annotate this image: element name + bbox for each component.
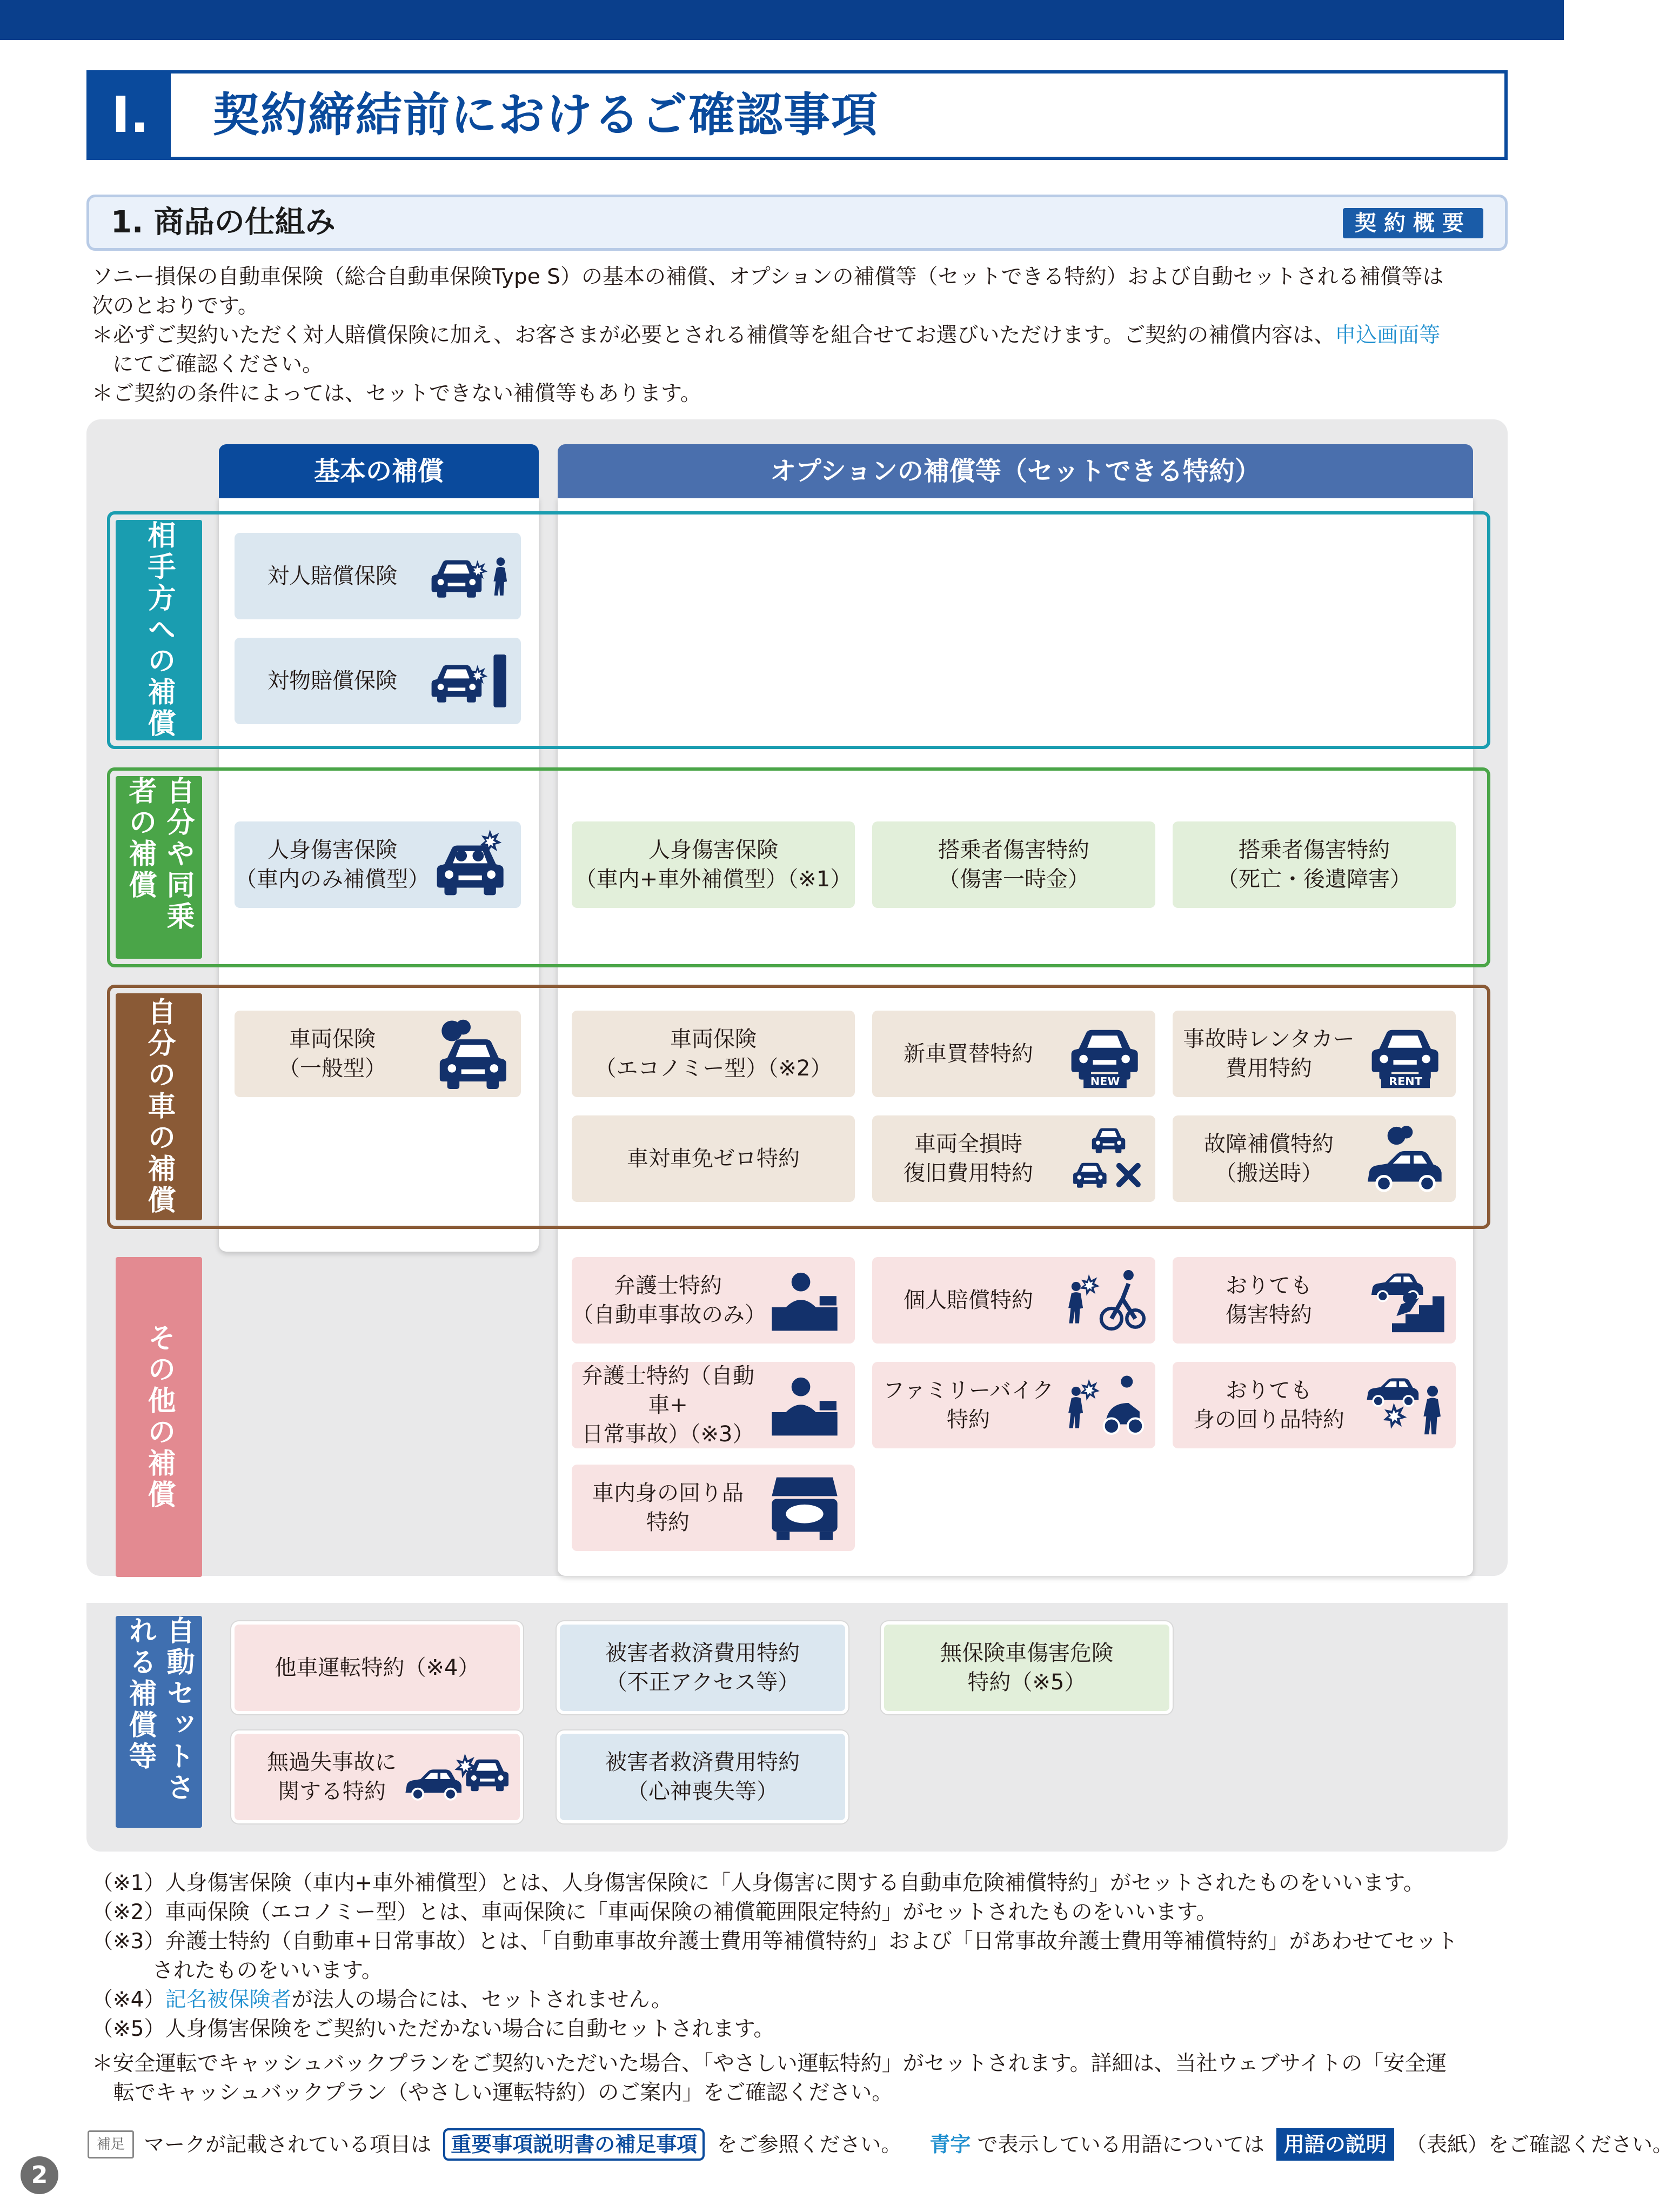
tile-victim-relief-unauthorized (557, 1621, 848, 1714)
tile-car-vs-car-zero-deductible (572, 1115, 855, 1202)
tile-personal-liability (872, 1257, 1155, 1344)
intro-line: にてご確認ください。 (112, 352, 324, 377)
car-passengers-icon (430, 830, 511, 900)
new-car-icon (1065, 1019, 1146, 1089)
tile-no-fault-accident (231, 1730, 523, 1823)
tile-rental-car-cost (1173, 1011, 1456, 1097)
tile-uninsured-motorist (881, 1621, 1173, 1714)
safe-driving-note: ＊安全運転でキャッシュバックプランをご契約いただいた場合、「やさしい運転特約」がセットされます。詳細は、当社ウェブサイトの「安全運 (92, 2051, 1447, 2076)
intro-line: ソニー損保の自動車保険（総合自動車保険Type S）の基本の補償、オプションの補償等（セットできる特約）および自動セットされる補償等は (92, 265, 1444, 289)
tile-lawyer-car-daily (572, 1362, 855, 1448)
tile-label: おりても 身の回り品特約 (1193, 1378, 1344, 1432)
damaged-car-icon (430, 1019, 511, 1089)
intro-line: ＊ご契約の条件によっては、セットできない補償等もあります。 (92, 382, 701, 406)
note-text: （※4） (92, 1988, 165, 2012)
tile-other-car-driving (231, 1621, 523, 1714)
subsection-title: 1. 商品の仕組み (111, 205, 336, 240)
tile-breakdown-transport (1173, 1115, 1456, 1202)
tile-passenger-injury-death (1173, 821, 1456, 908)
note-text: が法人の場合には、セットされません。 (291, 1988, 672, 2012)
tile-getting-off-belongings (1173, 1362, 1456, 1448)
category-label-self-passenger: 自分や同乗者の補償 (116, 776, 202, 959)
footnote-3-continued: されたものをいいます。 (152, 1959, 383, 1983)
blue-text-example: 青字 (929, 2132, 971, 2156)
section-number: Ⅰ. (90, 73, 171, 157)
tile-vehicle-economy (572, 1011, 855, 1097)
footer-guide (88, 2124, 1673, 2162)
section-title-box (86, 70, 1508, 160)
bicycle-accident-icon (1065, 1265, 1146, 1335)
car-trunk-belongings-icon (764, 1473, 845, 1543)
top-color-bar (0, 0, 1564, 40)
supplement-reference-label: 重要事項説明書の補足事項 (443, 2128, 705, 2161)
tile-property-damage-liability (235, 638, 521, 724)
tile-in-car-belongings (572, 1465, 855, 1551)
page-number: 2 (21, 2156, 58, 2194)
footnote-5: （※5）人身傷害保険をご契約いただかない場合に自動セットされます。 (92, 2017, 775, 2041)
footnotes (92, 1869, 1518, 2108)
category-label-other: その他の補償 (116, 1257, 202, 1577)
tile-label: 搭乗者傷害特約 （傷害一時金） (938, 838, 1089, 892)
tile-bodily-injury-liability (235, 533, 521, 619)
supplement-mark-icon: 補足 (88, 2130, 134, 2158)
term-link-named-insured[interactable]: 記名被保険者 (165, 1988, 292, 2012)
tile-label: 弁護士特約（自動車+ 日常事故）（※3） (581, 1364, 754, 1447)
tile-label: 人身傷害保険 （車内+車外補償型）（※1） (574, 838, 852, 892)
tile-label: 弁護士特約 （自動車事故のみ） (572, 1273, 766, 1327)
car-repair-icon (1065, 1124, 1146, 1194)
footer-text: で表示している用語については (977, 2132, 1264, 2156)
fall-on-stairs-icon (1365, 1265, 1446, 1335)
tile-lawyer-car-accident (572, 1257, 855, 1344)
category-label-opponent: 相手方への補償 (116, 520, 202, 740)
tile-label: 被害者救済費用特約 （心神喪失等） (605, 1750, 800, 1804)
safe-driving-note-continued: 転でキャッシュバックプラン（やさしい運転特約）のご案内」をご確認ください。 (113, 2081, 893, 2105)
tile-passenger-injury-lump-sum (872, 821, 1155, 908)
tile-label: 個人賠償特約 (904, 1288, 1033, 1313)
lawyer-desk-icon (764, 1370, 845, 1440)
tile-label: 事故時レンタカー 費用特約 (1183, 1027, 1355, 1081)
lawyer-desk-icon (764, 1265, 845, 1335)
svg-text:NEW: NEW (1090, 1075, 1120, 1088)
term-link-application-screen[interactable]: 申込画面等 (1335, 323, 1441, 347)
intro-text (92, 263, 1513, 409)
option-column-header: オプションの補償等（セットできる特約） (558, 444, 1473, 498)
tile-label: 無保険車傷害危険 特約（※5） (940, 1641, 1113, 1695)
intro-line: 次のとおりです。 (92, 294, 259, 318)
footnote-3: （※3）弁護士特約（自動車+日常事故）とは、「自動車事故弁護士費用等補償特約」および「日常事故弁護士費用等補償特約」があわせてセット (92, 1929, 1458, 1954)
footer-text: （表紙）をご確認ください。 (1406, 2132, 1673, 2156)
tile-label: 対物賠償保険 (267, 669, 397, 693)
tile-label: 搭乗者傷害特約 （死亡・後遺障害） (1217, 838, 1411, 892)
motorbike-accident-icon (1065, 1370, 1146, 1440)
car-hitting-pole-icon (430, 646, 511, 716)
footnote-1: （※1）人身傷害保険（車内+車外補償型）とは、人身傷害保険に「人身傷害に関する自動車危険補償特約」がセットされたものをいいます。 (92, 1871, 1425, 1895)
tile-victim-relief-insanity (557, 1730, 848, 1823)
footer-text: マークが記載されている項目は (144, 2132, 432, 2156)
belongings-damage-icon (1365, 1370, 1446, 1440)
category-label-auto: 自動セットされる補償等 (116, 1616, 202, 1828)
tile-personal-injury-in-car (235, 821, 521, 908)
tile-new-car-replacement (872, 1011, 1155, 1097)
car-collision-icon (429, 1742, 510, 1812)
tile-vehicle-general (235, 1011, 521, 1097)
intro-text-span: ＊必ずご契約いただく対人賠償保険に加え、お客さまが必要とされる補償等を組合せてお選びいただけます。ご契約の補償内容は、 (92, 323, 1335, 347)
tile-family-bike (872, 1362, 1155, 1448)
tile-label: 被害者救済費用特約 （不正アクセス等） (605, 1641, 800, 1695)
tile-label: 車対車免ゼロ特約 (627, 1146, 800, 1171)
footer-text: をご参照ください。 (717, 2132, 902, 2156)
tile-label: 他車運転特約（※4） (275, 1655, 480, 1680)
contract-summary-badge: 契約概要 (1343, 208, 1483, 238)
subsection-header (86, 195, 1508, 251)
car-hitting-person-icon (430, 541, 511, 611)
basic-column-header: 基本の補償 (219, 444, 539, 498)
category-label-own-car: 自分の車の補償 (116, 993, 202, 1220)
tile-label: ファミリーバイク 特約 (882, 1378, 1054, 1432)
footnote-2: （※2）車両保険（エコノミー型）とは、車両保険に「車両保険の補償範囲限定特約」がセットされたものをいいます。 (92, 1900, 1217, 1924)
footnote-4 (92, 1986, 1518, 2015)
tile-total-loss-recovery (872, 1115, 1155, 1202)
tile-label: 車両保険 （エコノミー型）（※2） (594, 1027, 832, 1081)
tile-label: 車両全損時 復旧費用特約 (904, 1132, 1033, 1186)
tile-label: 車内身の回り品 特約 (592, 1481, 744, 1535)
tile-label: 故障補償特約 （搬送時） (1204, 1132, 1334, 1186)
rental-car-icon (1365, 1019, 1446, 1089)
tile-label: 新車買替特約 (904, 1041, 1033, 1066)
tile-label: 無過失事故に 関する特約 (267, 1750, 397, 1804)
tile-label: 車両保険 （一般型） (278, 1027, 386, 1081)
broken-down-car-icon (1365, 1124, 1446, 1194)
svg-text:RENT: RENT (1389, 1075, 1422, 1088)
tile-getting-off-injury (1173, 1257, 1456, 1344)
tile-label: おりても 傷害特約 (1226, 1273, 1312, 1327)
section-title: 契約締結前におけるご確認事項 (213, 88, 879, 142)
intro-line (92, 321, 1513, 350)
tile-label: 対人賠償保険 (267, 564, 397, 589)
tile-label: 人身傷害保険 （車内のみ補償型） (235, 838, 430, 892)
tile-personal-injury-in-out-car (572, 821, 855, 908)
glossary-label: 用語の説明 (1276, 2128, 1394, 2161)
